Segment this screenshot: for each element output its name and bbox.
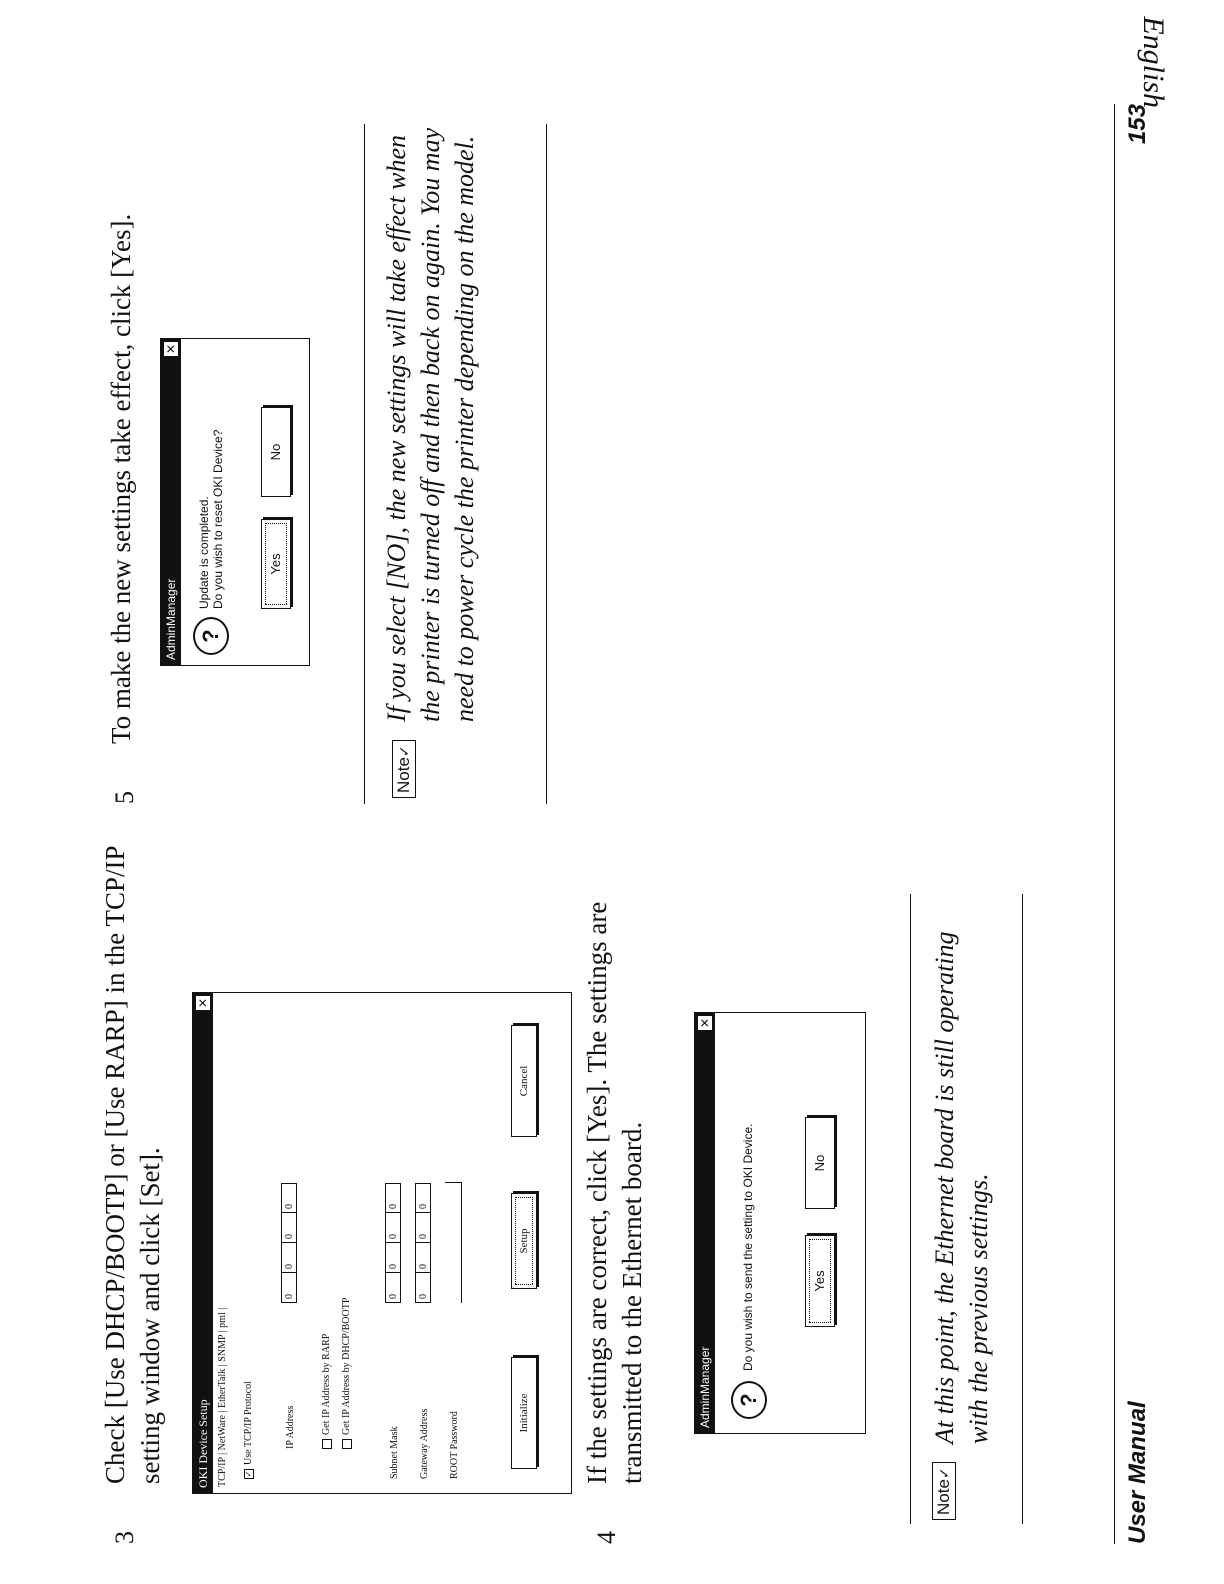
setup-window [192,992,572,1494]
gateway-octet[interactable]: 0 [415,1243,431,1273]
send-settings-dialog [694,1012,866,1434]
dialog-titlebar [161,339,181,665]
dialog-title: AdminManager [164,578,178,660]
checkbox-icon [342,1439,352,1449]
note-2-bottom-rule [546,124,547,804]
note-1-text: At this point, the Ethernet board is still operating with the previous settings. [930,931,993,1444]
dialog-title: AdminManager [698,1346,712,1428]
step-3-number: 3 [110,1531,139,1544]
footer-manual-title: User Manual [1124,1401,1151,1544]
dialog-message-line-2: Do you wish to reset OKI Device? [211,429,225,609]
use-tcpip-label: Use TCP/IP Protocol [243,1381,254,1465]
gateway-octet[interactable]: 0 [415,1273,431,1303]
tab-pml[interactable]: pml [217,1312,228,1328]
question-icon: ? [193,617,229,655]
subnet-label: Subnet Mask [389,1426,400,1479]
cancel-button[interactable]: Cancel [511,1025,537,1137]
close-icon[interactable]: ✕ [163,341,179,357]
no-button[interactable]: No [805,1117,835,1209]
gateway-label: Gateway Address [419,1408,430,1479]
rarp-label: Get IP Address by RARP [321,1333,332,1435]
note-badge-label: Note [934,1479,953,1515]
note-1-badge [932,1462,956,1520]
tab-netware[interactable]: NetWare [217,1415,228,1451]
setup-tabs: TCP/IP | NetWare | EtherTalk | SNMP | pml | [217,1307,228,1487]
ip-address-field[interactable] [281,1183,299,1303]
step-4-number: 4 [592,1531,621,1544]
tab-ethertalk[interactable]: EtherTalk [217,1368,228,1409]
reset-device-dialog [160,338,310,666]
close-icon[interactable]: ✕ [195,995,211,1011]
subnet-octet[interactable]: 0 [385,1213,401,1243]
dialog-message-line-1: Update is completed. [197,496,211,609]
note-badge-label: Note [394,757,413,793]
pencil-icon: ✓ [396,745,412,758]
close-icon[interactable]: ✕ [697,1015,713,1031]
subnet-octet[interactable]: 0 [385,1183,401,1213]
yes-button[interactable]: Yes [261,519,291,609]
root-password-input[interactable] [445,1182,462,1303]
checkbox-icon: ✓ [243,1470,253,1478]
use-tcpip-checkbox[interactable] [243,1381,254,1479]
subnet-octet[interactable]: 0 [385,1243,401,1273]
step-4-text: If the settings are correct, click [Yes]. The settings are transmitted to the Ethernet board. [582,901,647,1484]
ip-octet[interactable]: 0 [281,1183,297,1213]
root-password-label: ROOT Password [449,1411,460,1479]
initialize-button[interactable]: Initialize [511,1357,537,1469]
ip-octet[interactable]: 0 [281,1213,297,1243]
rarp-checkbox[interactable] [321,1334,332,1449]
subnet-octet[interactable]: 0 [385,1273,401,1303]
gateway-field[interactable] [415,1183,433,1303]
question-icon: ? [731,1381,767,1419]
tab-snmp[interactable]: SNMP [217,1334,228,1362]
subnet-field[interactable] [385,1183,403,1303]
step-5-text: To make the new settings take effect, click [Yes]. [106,213,136,744]
dialog-titlebar [695,1013,715,1433]
step-5-number: 5 [110,791,139,804]
ip-address-label: IP Address [285,1405,296,1449]
note-2-badge [392,740,416,798]
gateway-octet[interactable]: 0 [415,1213,431,1243]
no-button[interactable]: No [261,407,291,497]
tab-tcpip[interactable]: TCP/IP [217,1457,228,1487]
ip-octet[interactable]: 0 [281,1243,297,1273]
dhcp-checkbox[interactable] [341,1298,352,1449]
gateway-octet[interactable]: 0 [415,1183,431,1213]
note-2-text: If you select [NO], the new settings will take effect when the printer is turned off and then back on again. You may need to power cycle the printer depending on the model. [382,127,479,722]
setup-window-titlebar [193,993,213,1493]
pencil-icon: ✓ [936,1467,952,1480]
page-number: 153 [1124,104,1151,145]
language-tab: English [1137,16,1170,108]
dhcp-label: Get IP Address by DHCP/BOOTP [341,1297,352,1435]
dialog-message [197,430,225,609]
note-2-top-rule [364,124,365,804]
step-3-text: Check [Use DHCP/BOOTP] or [Use RARP] in the TCP/IP setting window and click [Set]. [100,846,165,1484]
dialog-message: Do you wish to send the setting to OKI Device. [741,1123,755,1371]
setup-window-title: OKI Device Setup [196,1399,210,1488]
checkbox-icon [322,1439,332,1449]
setup-button[interactable]: Setup [511,1193,537,1289]
yes-button[interactable]: Yes [805,1235,835,1327]
ip-octet[interactable]: 0 [281,1273,297,1303]
footer-rule [1114,104,1115,1544]
note-1-bottom-rule [1022,894,1023,1524]
note-1-top-rule [910,894,911,1524]
